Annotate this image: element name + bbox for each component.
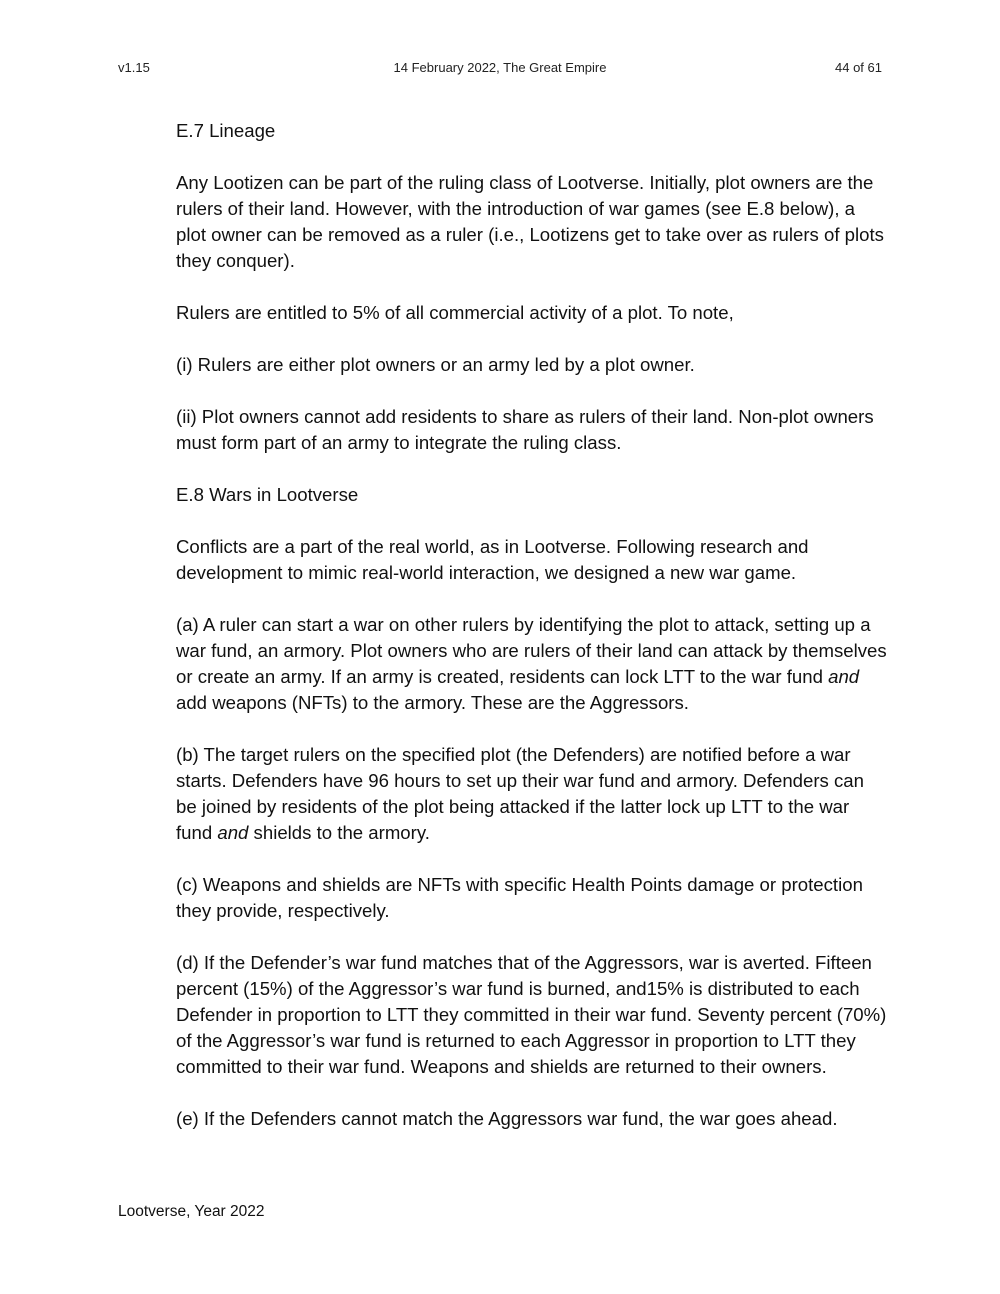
emphasis: and xyxy=(828,666,860,687)
text-run: add weapons (NFTs) to the armory. These are the Aggressors. xyxy=(176,692,689,713)
version-label: v1.15 xyxy=(118,60,150,75)
paragraph-e7-rulers: Rulers are entitled to 5% of all commercial activity of a plot. To note, xyxy=(176,302,734,323)
document-body xyxy=(176,118,888,1158)
paragraph-e7-ii: (ii) Plot owners cannot add residents to share as rulers of their land. Non-plot owners must form part of an army to integrate the ruling class. xyxy=(176,406,874,453)
page-footer: Lootverse, Year 2022 xyxy=(118,1203,265,1220)
paragraph-e8-a xyxy=(176,612,888,716)
emphasis: and xyxy=(217,822,249,843)
paragraph-e7-intro: Any Lootizen can be part of the ruling class of Lootverse. Initially, plot owners are the rulers of their land. However, with the introduction of war games (see E.8 below), a plot owner can be removed as a ruler (i.e., Lootizens get to take over as rulers of plots they conquer). xyxy=(176,172,884,271)
paragraph-e8-b xyxy=(176,742,888,846)
paragraph-e8-c: (c) Weapons and shields are NFTs with specific Health Points damage or protection they provide, respectively. xyxy=(176,874,863,921)
text-run: (b) The target rulers on the specified plot (the Defenders) are notified before a war starts. Defenders have 96 hours to set up their war fund and armory. Defenders can be joined by residents of the plot being attacked if the latter lock up LTT to the war fund xyxy=(176,744,864,843)
section-heading-e8: E.8 Wars in Lootverse xyxy=(176,484,359,505)
page-number: 44 of 61 xyxy=(835,60,882,75)
text-run: shields to the armory. xyxy=(248,822,430,843)
paragraph-e8-d: (d) If the Defender’s war fund matches that of the Aggressors, war is averted. Fifteen percent (15%) of the Aggressor’s war fund is burned, and15% is distributed to each Defender in proportion to LTT they committed in their war fund. Seventy percent (70%) of the Aggressor’s war fund is returned to each Aggressor in proportion to LTT they committed to their war fund. Weapons and shields are returned to their owners. xyxy=(176,952,887,1077)
paragraph-e8-intro: Conflicts are a part of the real world, as in Lootverse. Following research and development to mimic real-world interaction, we designed a new war game. xyxy=(176,536,809,583)
section-heading-e7: E.7 Lineage xyxy=(176,120,276,141)
header-date-title: 14 February 2022, The Great Empire xyxy=(393,60,607,75)
text-run: (a) A ruler can start a war on other rulers by identifying the plot to attack, setting up a war fund, an armory. Plot owners who are rulers of their land can attack by themselves or create an army. If an army is created, residents can lock LTT to the war fund xyxy=(176,614,887,687)
paragraph-e7-i: (i) Rulers are either plot owners or an army led by a plot owner. xyxy=(176,354,695,375)
paragraph-e8-e: (e) If the Defenders cannot match the Aggressors war fund, the war goes ahead. xyxy=(176,1108,838,1129)
